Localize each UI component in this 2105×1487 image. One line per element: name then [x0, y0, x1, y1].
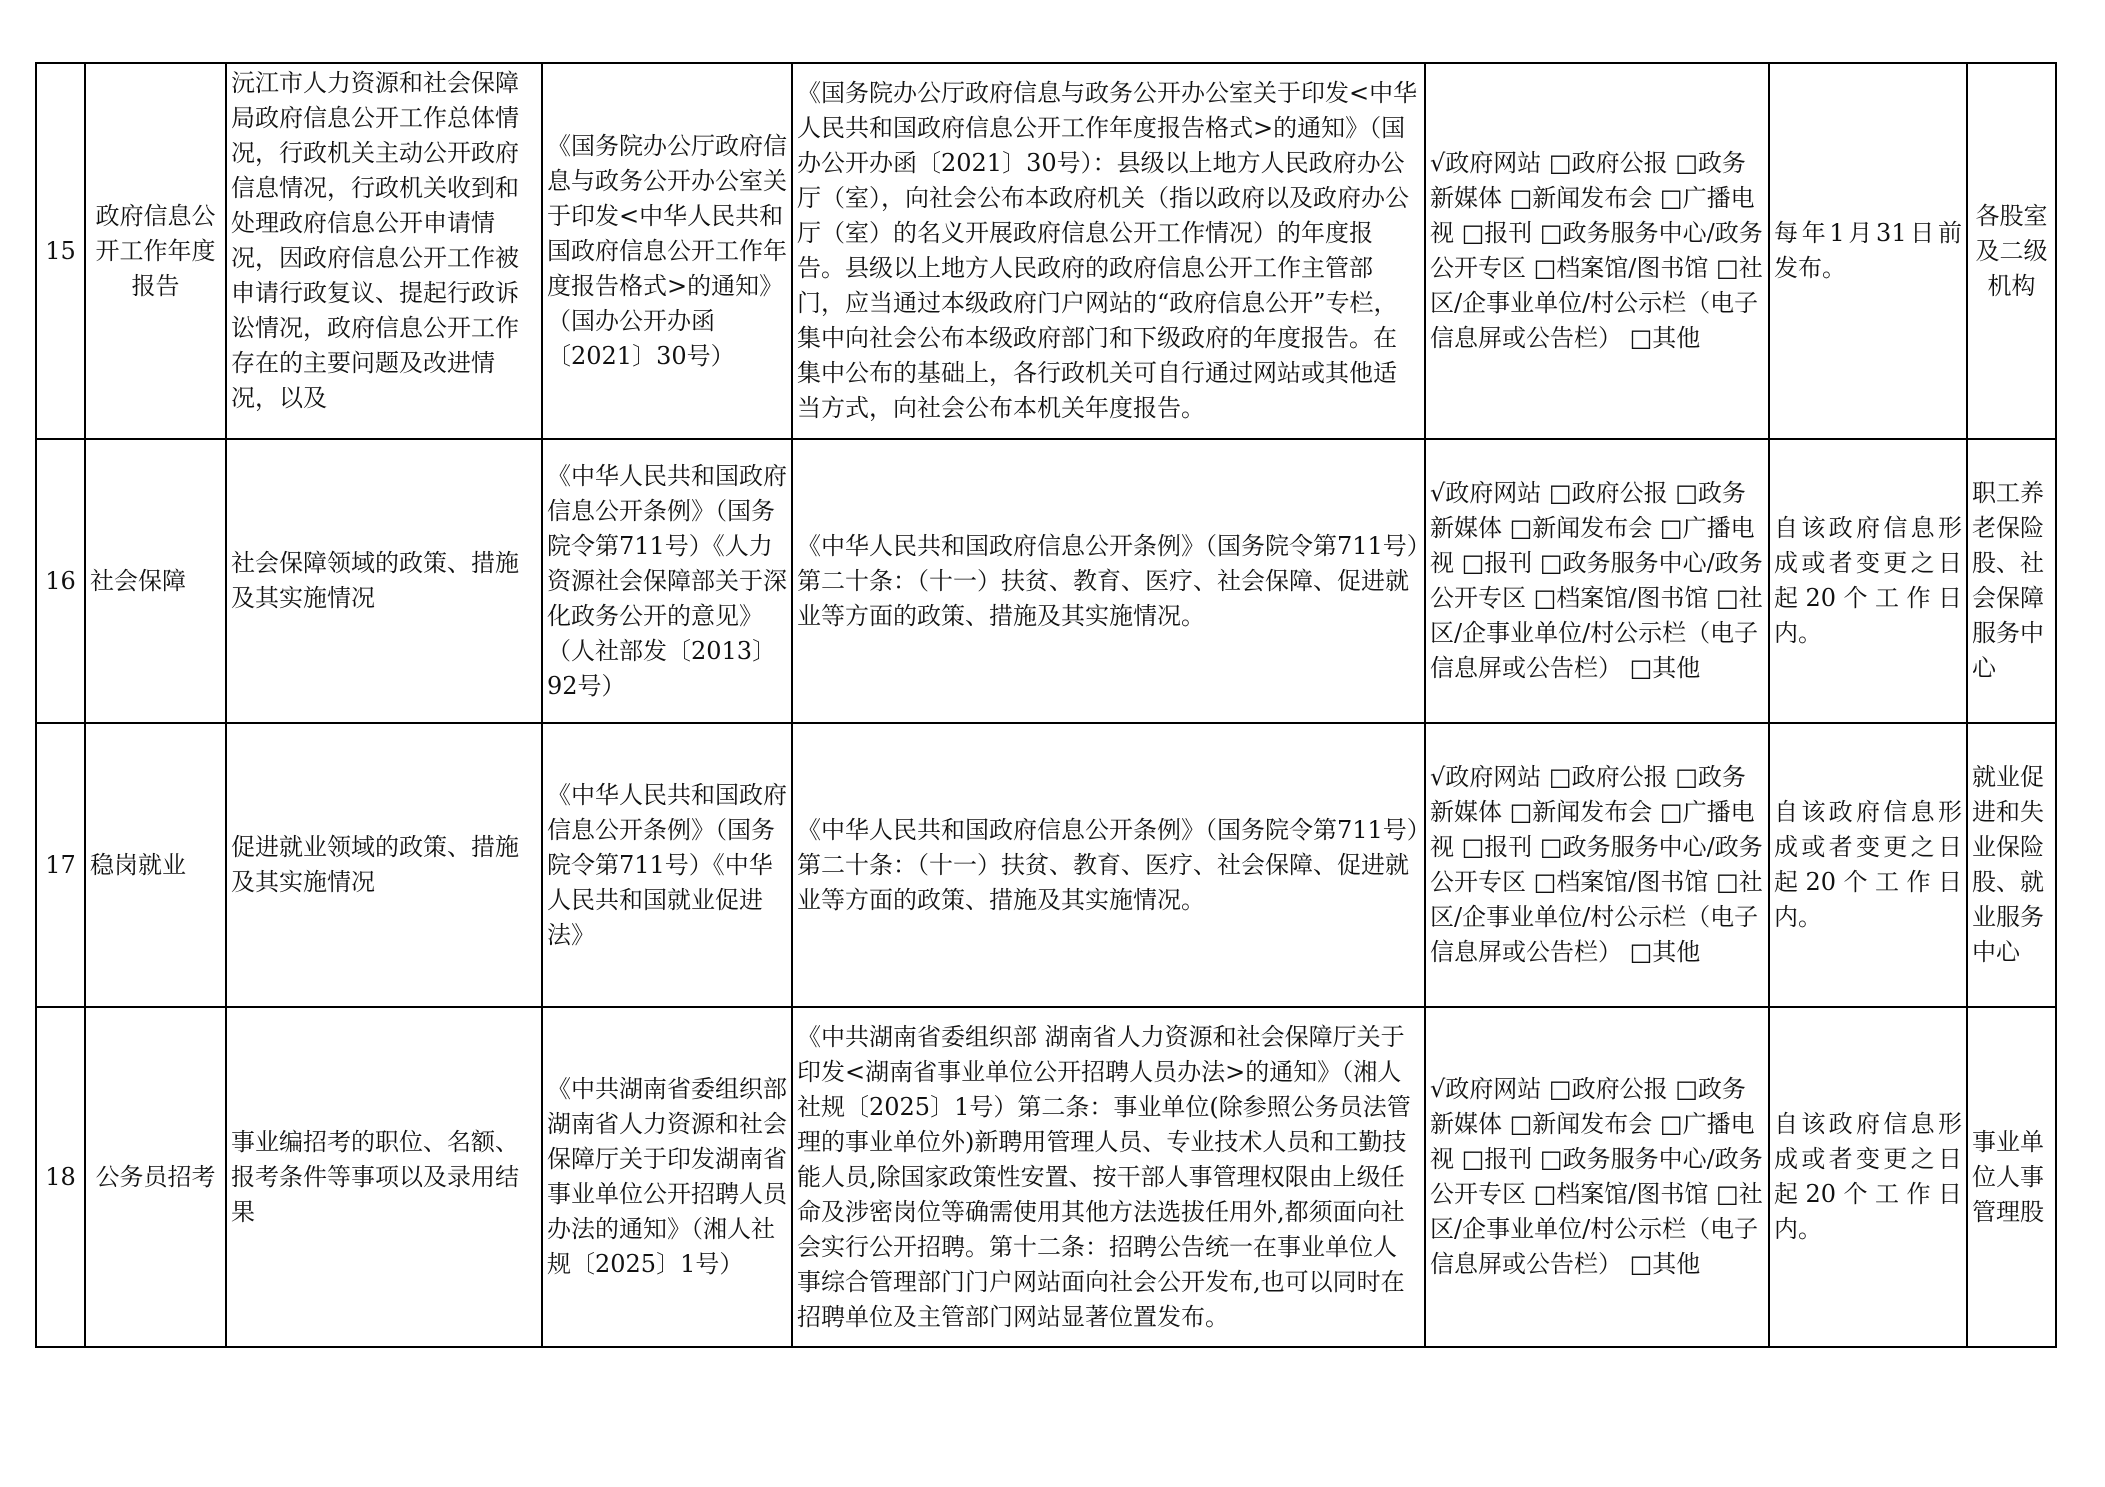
disclosure-table	[35, 62, 2057, 1348]
disclosure-channels: √政府网站 □政府公报 □政务新媒体 □新闻发布会 □广播电视 □报刊 □政务服务中心/政务公开专区 □档案馆/图书馆 □社区/企事业单位/村公示栏（电子信息屏或公告栏） □其他	[1425, 1007, 1769, 1347]
disclosure-basis: 《国务院办公厅政府信息与政务公开办公室关于印发<中华人民共和国政府信息公开工作年度报告格式>的通知》（国办公开办函〔2021〕30号）	[542, 63, 792, 439]
row-number: 18	[36, 1007, 85, 1347]
basis-text: 《国务院办公厅政府信息与政务公开办公室关于印发<中华人民共和国政府信息公开工作年度报告格式>的通知》（国办公开办函〔2021〕30号）：县级以上地方人民政府办公厅（室），向社会公布本政府机关（指以政府以及政府办公厅（室）的名义开展政府信息公开工作情况）的年度报告。县级以上地方人民政府的政府信息公开工作主管部门，应当通过本级政府门户网站的“政府信息公开”专栏，集中向社会公布本级政府部门和下级政府的年度报告。在集中公布的基础上，各行政机关可自行通过网站或其他适当方式，向社会公布本机关年度报告。	[792, 63, 1425, 439]
basis-text: 《中共湖南省委组织部 湖南省人力资源和社会保障厅关于印发<湖南省事业单位公开招聘人员办法>的通知》（湘人社规〔2025〕1号）第二条：事业单位(除参照公务员法管理的事业单位外)新聘用管理人员、专业技术人员和工勤技能人员,除国家政策性安置、按干部人事管理权限由上级任命及涉密岗位等确需使用其他方法选拔任用外,都须面向社会实行公开招聘。第十二条：招聘公告统一在事业单位人事综合管理部门门户网站面向社会公开发布,也可以同时在招聘单位及主管部门网站显著位置发布。	[792, 1007, 1425, 1347]
item-name: 稳岗就业	[85, 723, 226, 1007]
responsible-department: 事业单位人事管理股	[1967, 1007, 2056, 1347]
disclosure-channels: √政府网站 □政府公报 □政务新媒体 □新闻发布会 □广播电视 □报刊 □政务服务中心/政务公开专区 □档案馆/图书馆 □社区/企事业单位/村公示栏（电子信息屏或公告栏） □其他	[1425, 723, 1769, 1007]
table-row	[36, 63, 2056, 439]
item-name: 社会保障	[85, 439, 226, 723]
disclosure-content: 事业编招考的职位、名额、报考条件等事项以及录用结果	[226, 1007, 542, 1347]
disclosure-time: 自该政府信息形成或者变更之日起20个工作日内。	[1769, 1007, 1967, 1347]
disclosure-channels: √政府网站 □政府公报 □政务新媒体 □新闻发布会 □广播电视 □报刊 □政务服务中心/政务公开专区 □档案馆/图书馆 □社区/企事业单位/村公示栏（电子信息屏或公告栏） □其他	[1425, 439, 1769, 723]
responsible-department: 各股室及二级机构	[1967, 63, 2056, 439]
disclosure-time: 自该政府信息形成或者变更之日起20个工作日内。	[1769, 439, 1967, 723]
table-row	[36, 1007, 2056, 1347]
disclosure-time: 每年1月31日前发布。	[1769, 63, 1967, 439]
basis-text: 《中华人民共和国政府信息公开条例》（国务院令第711号）第二十条：（十一）扶贫、教育、医疗、社会保障、促进就业等方面的政策、措施及其实施情况。	[792, 439, 1425, 723]
disclosure-time: 自该政府信息形成或者变更之日起20个工作日内。	[1769, 723, 1967, 1007]
row-number: 17	[36, 723, 85, 1007]
responsible-department: 就业促进和失业保险股、就业服务中心	[1967, 723, 2056, 1007]
table-row	[36, 723, 2056, 1007]
row-number: 16	[36, 439, 85, 723]
table-row	[36, 439, 2056, 723]
disclosure-content: 促进就业领域的政策、措施及其实施情况	[226, 723, 542, 1007]
disclosure-channels: √政府网站 □政府公报 □政务新媒体 □新闻发布会 □广播电视 □报刊 □政务服务中心/政务公开专区 □档案馆/图书馆 □社区/企事业单位/村公示栏（电子信息屏或公告栏） □其他	[1425, 63, 1769, 439]
item-name: 公务员招考	[85, 1007, 226, 1347]
disclosure-content: 沅江市人力资源和社会保障局政府信息公开工作总体情况，行政机关主动公开政府信息情况，行政机关收到和处理政府信息公开申请情况，因政府信息公开工作被申请行政复议、提起行政诉讼情况，政府信息公开工作存在的主要问题及改进情况，以及	[226, 63, 542, 439]
disclosure-basis: 《中共湖南省委组织部 湖南省人力资源和社会保障厅关于印发湖南省事业单位公开招聘人员办法的通知》（湘人社规〔2025〕1号）	[542, 1007, 792, 1347]
disclosure-basis: 《中华人民共和国政府信息公开条例》（国务院令第711号）《人力资源社会保障部关于深化政务公开的意见》（人社部发〔2013〕92号）	[542, 439, 792, 723]
basis-text: 《中华人民共和国政府信息公开条例》（国务院令第711号）第二十条：（十一）扶贫、教育、医疗、社会保障、促进就业等方面的政策、措施及其实施情况。	[792, 723, 1425, 1007]
disclosure-basis: 《中华人民共和国政府信息公开条例》（国务院令第711号）《中华人民共和国就业促进法》	[542, 723, 792, 1007]
row-number: 15	[36, 63, 85, 439]
item-name: 政府信息公开工作年度报告	[85, 63, 226, 439]
responsible-department: 职工养老保险股、社会保障服务中心	[1967, 439, 2056, 723]
disclosure-content: 社会保障领域的政策、措施及其实施情况	[226, 439, 542, 723]
